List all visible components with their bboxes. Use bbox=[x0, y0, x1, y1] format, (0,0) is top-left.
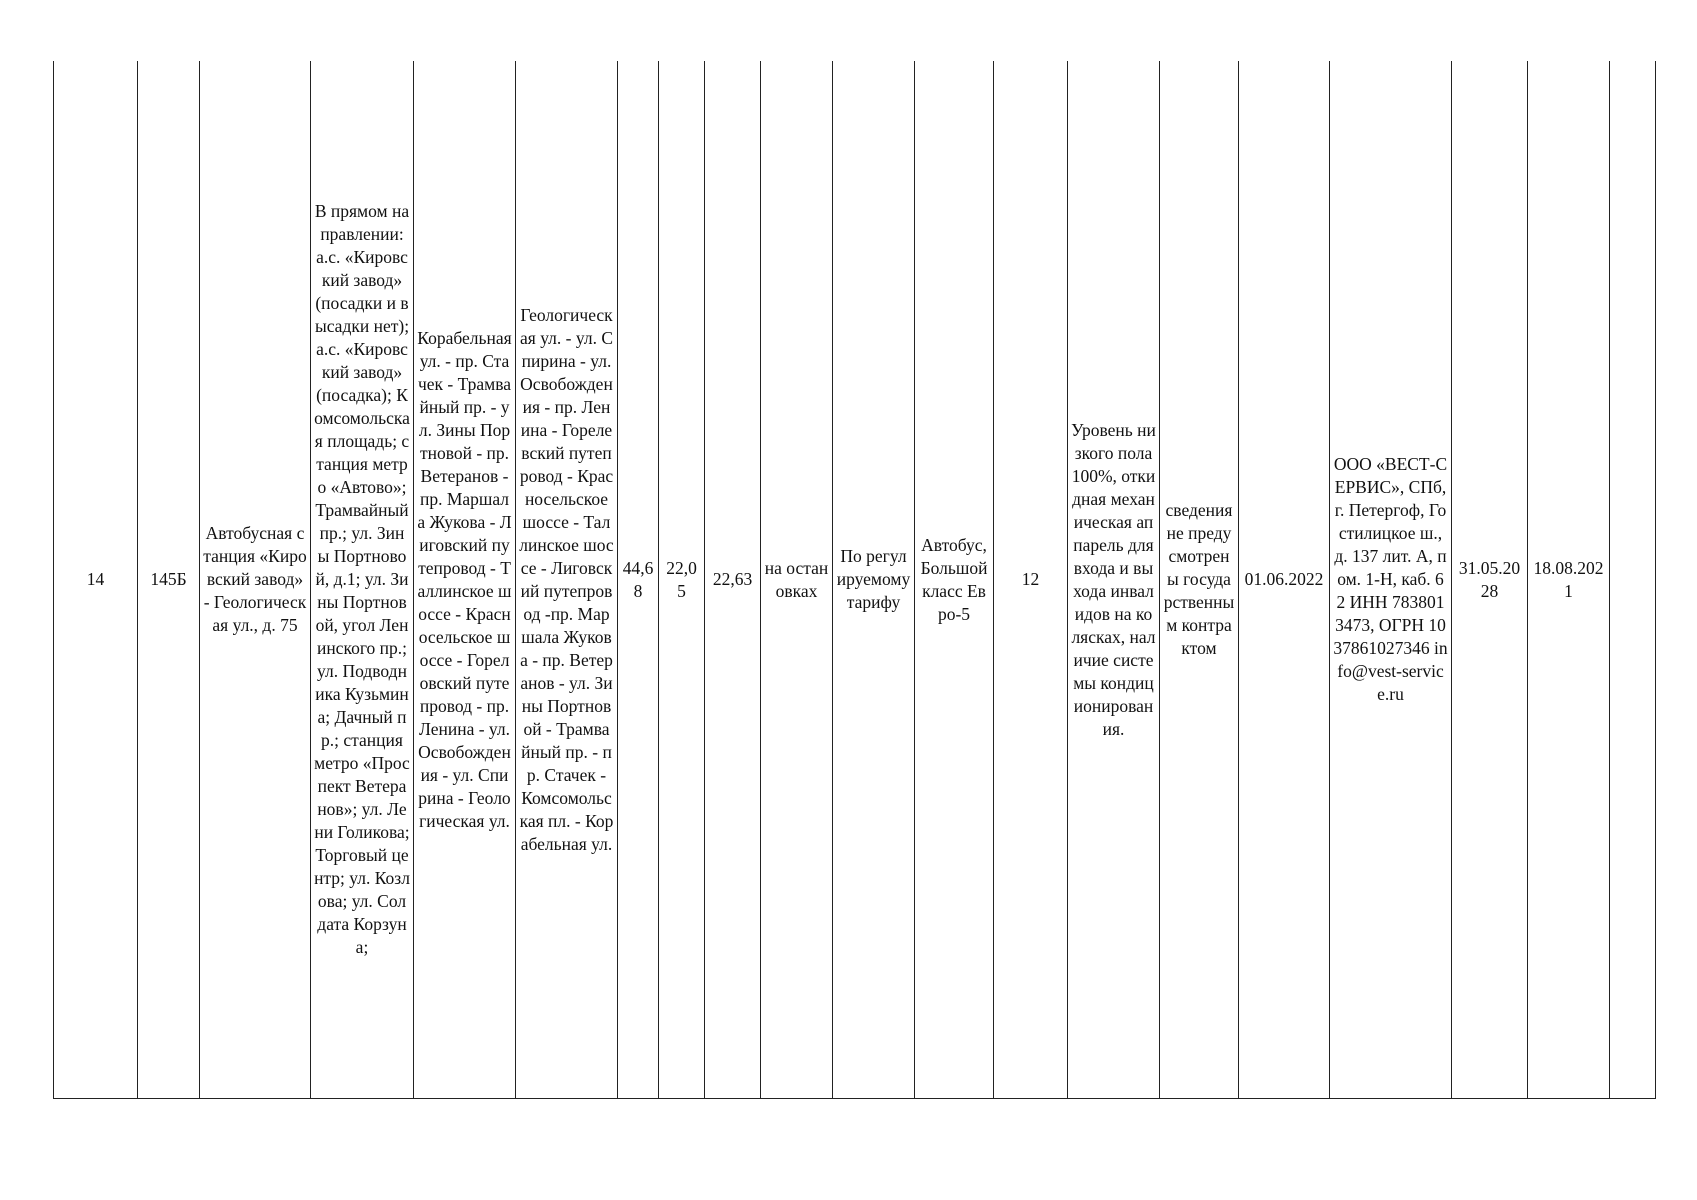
cell-vehicle-type: Автобус, Большой класс Евро-5 bbox=[915, 61, 994, 1099]
cell-contract-info: сведения не предусмотрены государственным контрактом bbox=[1160, 61, 1239, 1099]
cell-reverse-streets: Геологическая ул. - ул. Спирина - ул. Освобождения - пр. Ленина - Горелевский путепровод - Красносельское шоссе - Таллинское шоссе - Лиговский путепровод -пр. Маршала Жукова - пр. Ветеранов - ул. Зины Портновой - Трамвайный пр. - пр. Стачек - Комсомольская пл. - Корабельная ул. bbox=[516, 61, 618, 1099]
cell-vehicle-count: 12 bbox=[994, 61, 1068, 1099]
cell-tariff-type: По регулируемому тарифу bbox=[833, 61, 915, 1099]
cell-start-date: 01.06.2022 bbox=[1239, 61, 1330, 1099]
table-row bbox=[54, 61, 1656, 1099]
cell-extra bbox=[1610, 61, 1656, 1099]
cell-end-date: 31.05.2028 bbox=[1452, 61, 1528, 1099]
cell-forward-stops: В прямом направлении: а.с. «Кировский завод» (посадки и высадки нет); а.с. «Кировский завод» (посадка); Комсомольская площадь; станция метро «Автово»; Трамвайный пр.; ул. Зины Портновой, д.1; ул. Зины Портновой, угол Ленинского пр.; ул. Подводника Кузьмина; Дачный пр.; станция метро «Проспект Ветеранов»; ул. Лени Голикова; Торговый центр; ул. Козлова; ул. Солдата Корзуна; bbox=[311, 61, 414, 1099]
cell-registry-date: 18.08.2021 bbox=[1528, 61, 1610, 1099]
cell-route-name: Автобусная станция «Кировский завод» - Геологическая ул., д. 75 bbox=[200, 61, 311, 1099]
cell-vehicle-features: Уровень низкого пола 100%, откидная механическая аппарель для входа и выхода инвалидов на колясках, наличие системы кондиционирования. bbox=[1068, 61, 1160, 1099]
cell-boarding-order: на остановках bbox=[761, 61, 833, 1099]
cell-length-total: 44,68 bbox=[618, 61, 659, 1099]
cell-length-forward: 22,05 bbox=[659, 61, 705, 1099]
cell-route-number: 145Б bbox=[138, 61, 200, 1099]
cell-number: 14 bbox=[54, 61, 138, 1099]
cell-carrier: ООО «ВЕСТ-СЕРВИС», СПб, г. Петергоф, Гостилицкое ш., д. 137 лит. А, пом. 1-Н, каб. 62 ИНН 7838013473, ОГРН 1037861027346 info@vest-service.ru bbox=[1330, 61, 1452, 1099]
cell-length-reverse: 22,63 bbox=[705, 61, 761, 1099]
cell-forward-streets: Корабельная ул. - пр. Стачек - Трамвайный пр. - ул. Зины Портновой - пр. Ветеранов - пр. Маршала Жукова - Лиговский путепровод - Таллинское шоссе - Красносельское шоссе - Гореловский путепровод - пр. Ленина - ул. Освобождения - ул. Спирина - Геологическая ул. bbox=[414, 61, 516, 1099]
routes-table bbox=[53, 61, 1656, 1099]
